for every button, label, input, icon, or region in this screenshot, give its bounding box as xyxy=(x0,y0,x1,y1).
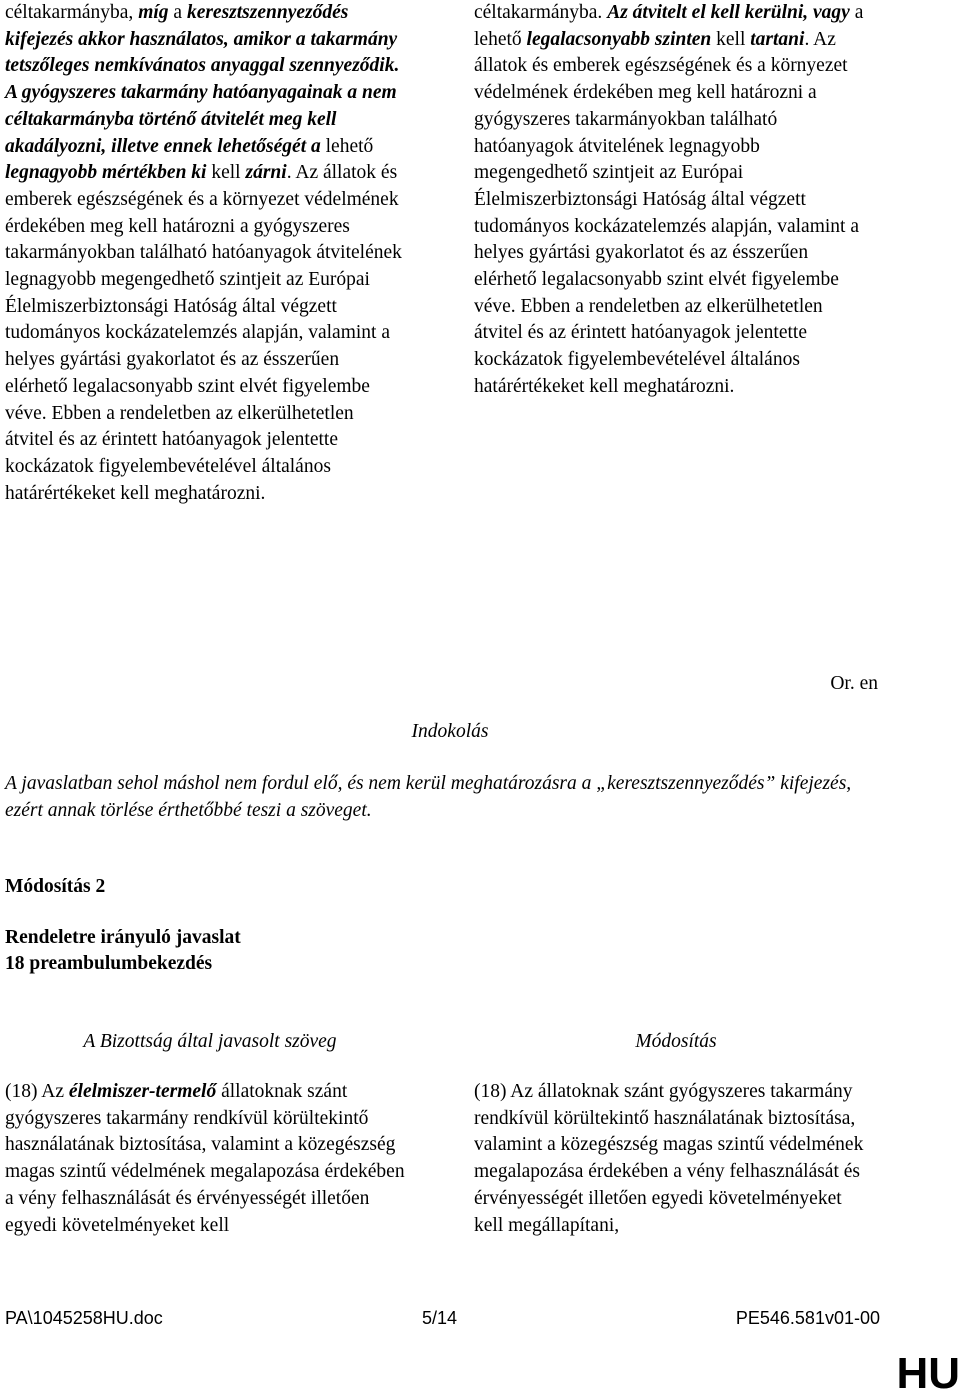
footer-document-reference: PA\1045258HU.doc xyxy=(5,1308,163,1328)
text-segment: legnagyobb mértékben ki xyxy=(5,162,207,184)
bottom-left-column-text xyxy=(5,1079,405,1239)
text-segment: zárni xyxy=(245,162,287,184)
top-right-column-text xyxy=(474,0,874,401)
proposal-label: Rendeletre irányuló javaslat xyxy=(5,927,241,948)
commission-recital-text xyxy=(5,1079,405,1239)
top-left-column-text xyxy=(5,0,405,507)
text-segment: kell xyxy=(711,28,751,50)
text-segment: keresztszennyeződés kifejezés akkor használatos, amikor a takarmány tetszőleges nemkívánatos anyaggal szennyeződik. A gyógyszeres takarmány hatóanyagainak a nem céltakarmányba történő átvitelét meg kell akadályozni, illetve ennek lehetőségét a xyxy=(5,2,400,157)
text-segment: legalacsonyabb szinten xyxy=(526,28,712,50)
text-segment: a lehető xyxy=(474,2,864,50)
text-segment: . Az állatok és emberek egészségének és a környezet védelmének érdekében meg kell határozni a gyógyszeres takarmányokban található hatóanyagok átvitelének legnagyobb megengedhető szintjeit az Európai Élelmiszerbiztonsági Hatóság által végzett tudományos kockázatelemzés alapján, valamint a helyes gyártási gyakorlatot és az ésszerűen elérhető legalacsonyabb szint elvét figyelembe véve. Ebben a rendeletben az elkerülhetetlen átvitel és az érintett hatóanyagok jelentette kockázatok figyelembevételével általános határértékeket kell meghatározni. xyxy=(474,28,859,397)
justification-heading: Indokolás xyxy=(411,721,489,742)
amendment-number: Módosítás 2 xyxy=(5,876,106,897)
amendment-heading: Módosítás xyxy=(635,1031,717,1052)
footer-pe-reference: PE546.581v01-00 xyxy=(735,1308,880,1328)
commission-text-heading: A Bizottság által javasolt szöveg xyxy=(83,1031,337,1052)
text-segment: (18) Az állatoknak szánt gyógyszeres takarmány rendkívül körültekintő használatának biztosítása, valamint a közegészség magas szintű védelmének megalapozása érdekében a vény felhasználását és érvényességét illetően egyedi követelményeket kell megállapítani, xyxy=(474,1081,864,1236)
text-segment: céltakarmányba, xyxy=(5,2,139,23)
text-segment: . Az állatok és emberek egészségének és a környezet védelmének érdekében meg kell határozni a gyógyszeres takarmányokban található hatóanyagok átvitelének legnagyobb megengedhető szintjeit az Európai Élelmiszerbiztonsági Hatóság által végzett tudományos kockázatelemzés alapján, valamint a helyes gyártási gyakorlatot és az ésszerűen elérhető legalacsonyabb szint elvét figyelembe véve. Ebben a rendeletben az elkerülhetetlen átvitel és az érintett hatóanyagok jelentette kockázatok figyelembevételével általános határértékeket kell meghatározni. xyxy=(5,162,402,504)
justification-text: A javaslatban sehol máshol nem fordul elő, és nem kerül meghatározásra a „keresztszennyeződés” kifejezés, ezért annak törlése érthetőbbé teszi a szöveget. xyxy=(5,773,852,821)
text-segment: állatoknak szánt gyógyszeres takarmány rendkívül körültekintő használatának biztosítása, valamint a közegészség magas szintű védelmének megalapozása érdekében a vény felhasználását és érvényességét illetően egyedi követelményeket kell xyxy=(5,1081,405,1236)
text-segment: tartani xyxy=(750,28,805,50)
text-segment: Az átvitelt el kell kerülni, vagy xyxy=(607,2,850,23)
recital-label: 18 preambulumbekezdés xyxy=(5,953,213,974)
text-segment: kell xyxy=(206,162,246,184)
text-segment: míg xyxy=(138,2,169,23)
top-right-paragraph xyxy=(474,0,874,401)
text-segment: a xyxy=(168,2,187,23)
text-segment: (18) Az xyxy=(5,1081,69,1102)
text-segment: céltakarmányba. xyxy=(474,2,608,23)
text-segment: élelmiszer-termelő xyxy=(68,1081,217,1102)
bottom-right-column-text xyxy=(474,1079,874,1239)
original-language-note: Or. en xyxy=(830,673,878,694)
amended-recital-text xyxy=(474,1079,874,1239)
text-segment: lehető xyxy=(320,135,374,157)
language-badge: HU xyxy=(896,1349,960,1398)
top-left-paragraph xyxy=(5,0,405,507)
footer-page-number: 5/14 xyxy=(422,1308,458,1328)
